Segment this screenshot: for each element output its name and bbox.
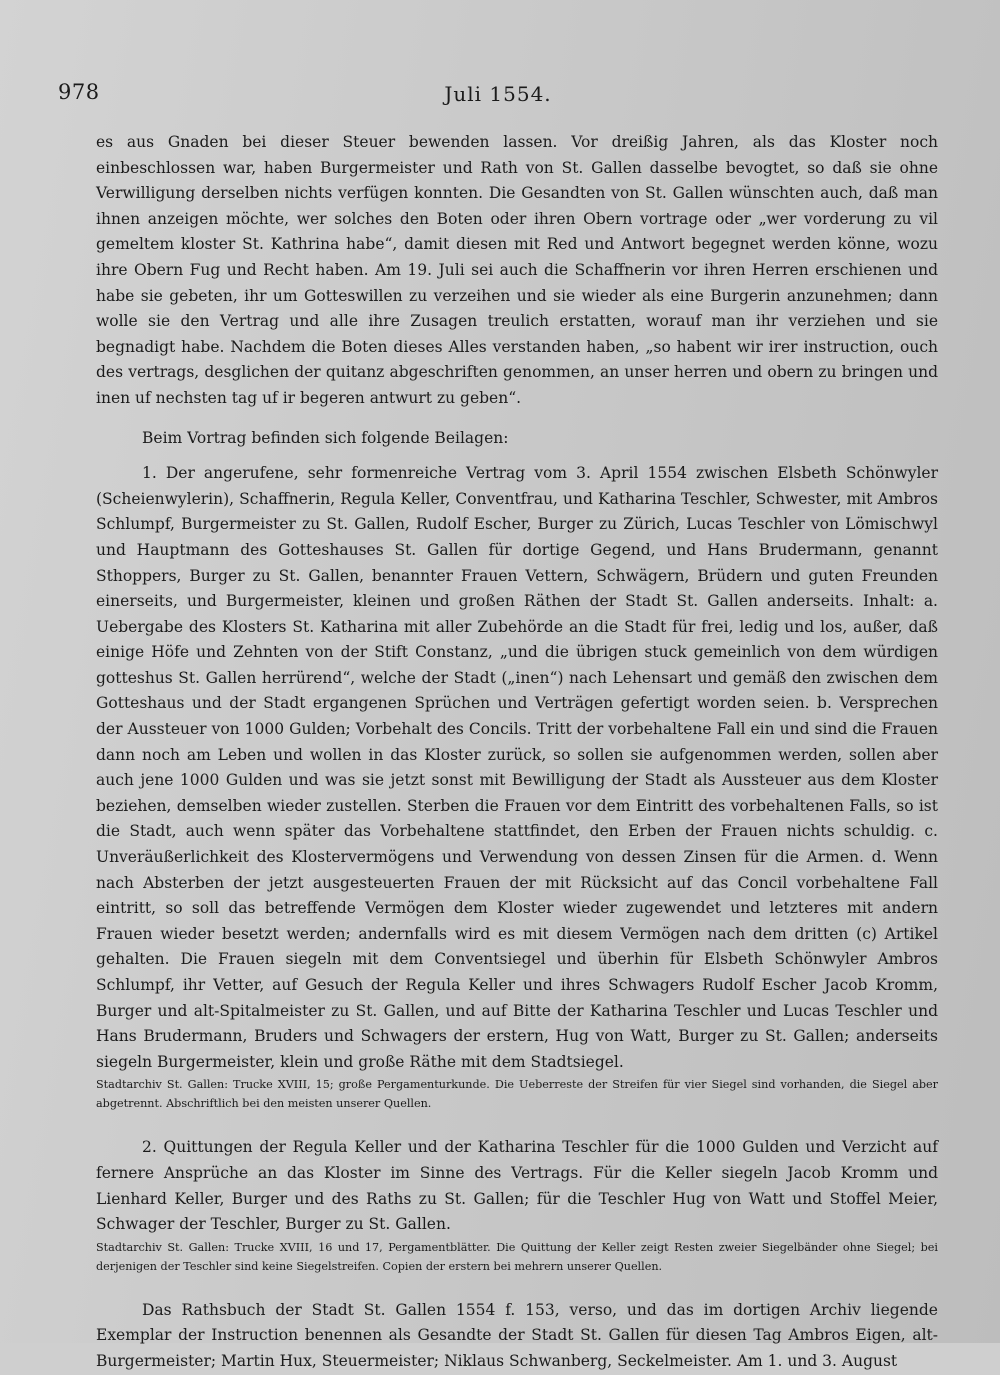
paragraph-rathsbuch: Das Rathsbuch der Stadt St. Gallen 1554 f. 153, verso, und das im dortigen Archiv liegende Exemplar der Instruction benennen als Gesandte der Stadt St. Gallen für diesen Tag Ambros Eigen, alt-Burgermeister; Martin Hux, Steuermeister; Niklaus Schwanberg, Seckelmeister. Am 1. und 3. August [96, 1300, 938, 1370]
page-header [58, 80, 938, 112]
running-head: Juli 1554. [444, 82, 552, 106]
paragraph-beilage-1: 1. Der angerufene, sehr formenreiche Vertrag vom 3. April 1554 zwischen Elsbeth Schönwyler (Scheienwylerin), Schaffnerin, Regula Keller, Conventfrau, und Katharina Teschler, Schwester, mit Ambros Schlumpf, Burgermeister zu St. Gallen, Rudolf Escher, Burger zu Zürich, Lucas Teschler von Lömischwyl und Hauptmann des Gotteshauses St. Gallen für dortige Gegend, und Hans Brudermann, genannt Sthoppers, Burger zu St. Gallen, benannter Frauen Vettern, Schwägern, Brüdern und guten Freunden einerseits, und Burgermeister, kleinen und großen Räthen der Stadt St. Gallen anderseits. Inhalt: a. Uebergabe des Klosters St. Katharina mit aller Zubehörde an die Stadt für frei, ledig und los, außer, daß einige Höfe und Zehnten von der Stift Constanz, „und die übrigen stuck gemeinlich von dem würdigen gotteshus St. Gallen herrürend“, welche der Stadt („inen“) nach Lehensart und gemäß den zwischen dem Gotteshaus und der Stadt ergangenen Sprüchen und Verträgen gefertigt worden seien. b. Versprechen der Aussteuer von 1000 Gulden; Vorbehalt des Concils. Tritt der vorbehaltene Fall ein und sind die Frauen dann noch am Leben und wollen in das Kloster zurück, so sollen sie aufgenommen werden, sollen aber auch jene 1000 Gulden und was sie jetzt sonst mit Bewilligung der Stadt als Aussteuer aus dem Kloster beziehen, demselben wieder zustellen. Sterben die Frauen vor dem Eintritt des vorbehaltenen Falls, so ist die Stadt, auch wenn später das Vorbehaltene stattfindet, den Erben der Frauen nichts schuldig. c. Unveräußerlichkeit des Klostervermögens und Verwendung von dessen Zinsen für die Armen. d. Wenn nach Absterben der jetzt ausgesteuerten Frauen der mit Rücksicht auf das Concil vorbehaltene Fall eintritt, so soll das betreffende Vermögen dem Kloster wieder zugewendet und letzteres mit andern Frauen wieder besetzt werden; andernfalls wird es mit diesem Vermögen nach dem dritten (c) Artikel gehalten. Die Frauen siegeln mit dem Conventsiegel und überhin für Elsbeth Schönwyler Ambros Schlumpf, ihr Vetter, auf Gesuch der Regula Keller und ihres Schwagers Rudolf Escher Jacob Kromm, Burger und alt-Spitalmeister zu St. Gallen, und auf Bitte der Katharina Teschler und Lucas Teschler und Hans Brudermann, Bruders und Schwagers der erstern, Hug von Watt, Burger zu St. Gallen; anderseits siegeln Burgermeister, klein und große Räthe mit dem Stadtsiegel. [96, 464, 938, 1071]
paragraph-beilagen-intro: Beim Vortrag befinden sich folgende Beilagen: [142, 428, 509, 447]
body-text [96, 130, 938, 1375]
footnote-archive-1: Stadtarchiv St. Gallen: Trucke XVIII, 15; große Pergamenturkunde. Die Ueberreste der Streifen für vier Siegel sind vorhanden, die Siegel aber abgetrennt. Abschriftlich bei den meisten unserer Quellen. [96, 1078, 938, 1111]
page-number: 978 [58, 80, 100, 104]
footnote-archive-2: Stadtarchiv St. Gallen: Trucke XVIII, 16 und 17, Pergamentblätter. Die Quittung der Keller zeigt Resten zweier Siegelbänder ohne Siegel; bei derjenigen der Teschler sind keine Siegelstreifen. Copien der erstern bei mehrern unserer Quellen. [96, 1240, 938, 1273]
paragraph-continuation: es aus Gnaden bei dieser Steuer bewenden lassen. Vor dreißig Jahren, als das Kloster noch einbeschlossen war, haben Burgermeister und Rath von St. Gallen dasselbe bevogtet, so daß sie ohne Verwilligung derselben nichts verfügen konnten. Die Gesandten von St. Gallen wünschten auch, daß man ihnen anzeigen möchte, wer solches den Boten oder ihren Obern vortrage oder „wer vorderung zu vil gemeltem kloster St. Kathrina habe“, damit diesen mit Red und Antwort begegnet werden könne, wozu ihre Obern Fug und Recht haben. Am 19. Juli sei auch die Schaffnerin vor ihren Herren erschienen und habe sie gebeten, ihr um Gotteswillen zu verzeihen und sie wieder als eine Burgerin anzunehmen; dann wolle sie den Vertrag und alle ihre Zusagen treulich erstatten, worauf man ihr verziehen und sie begnadigt habe. Nachdem die Boten dieses Alles verstanden haben, „so habent wir irer instruction, ouch des vertrags, desglichen der quitanz abgeschriften genommen, an unser herren und obern zu bringen und inen uf nechsten tag uf ir begeren antwurt zu geben“. [96, 133, 938, 407]
paragraph-beilage-2: 2. Quittungen der Regula Keller und der Katharina Teschler für die 1000 Gulden und Verzicht auf fernere Ansprüche an das Kloster im Sinne des Vertrags. Für die Keller siegeln Jacob Kromm und Lienhard Keller, Burger und des Raths zu St. Gallen; für die Teschler Hug von Watt und Stoffel Meier, Schwager der Teschler, Burger zu St. Gallen. [96, 1138, 938, 1234]
